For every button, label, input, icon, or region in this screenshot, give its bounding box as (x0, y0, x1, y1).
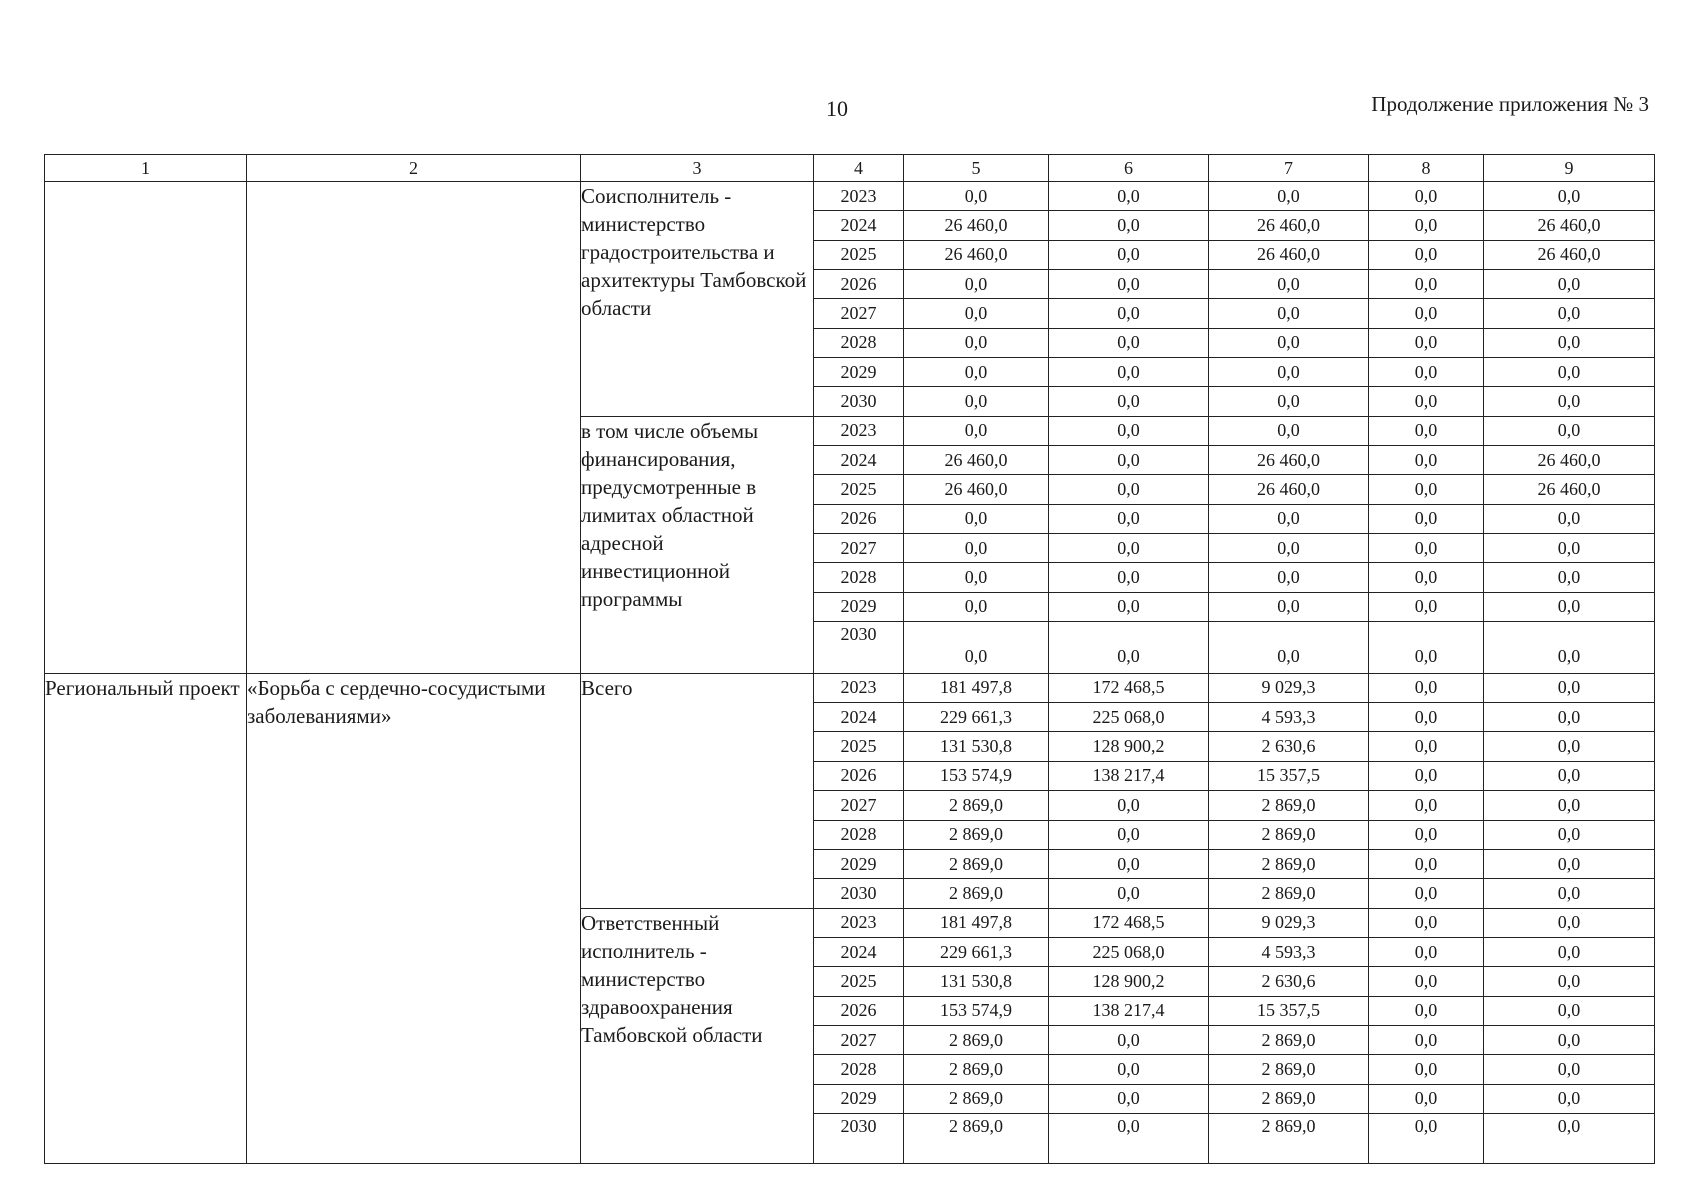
amount-cell: 0,0 (1049, 270, 1209, 299)
amount-cell: 0,0 (1049, 358, 1209, 387)
amount-cell: 181 497,8 (904, 908, 1049, 937)
program-name-cell (247, 182, 581, 674)
amount-cell: 0,0 (1049, 1025, 1209, 1054)
amount-cell: 0,0 (1049, 211, 1209, 240)
amount-cell: 0,0 (1484, 563, 1655, 592)
amount-cell: 0,0 (1369, 592, 1484, 621)
amount-cell: 0,0 (1484, 416, 1655, 445)
amount-cell: 0,0 (1369, 240, 1484, 269)
amount-cell: 0,0 (1049, 475, 1209, 504)
column-header: 4 (814, 155, 904, 182)
amount-cell: 0,0 (1484, 703, 1655, 732)
amount-cell: 0,0 (1369, 908, 1484, 937)
amount-cell: 0,0 (1049, 791, 1209, 820)
amount-cell: 2 869,0 (904, 1084, 1049, 1113)
year-cell: 2028 (814, 328, 904, 357)
year-cell: 2029 (814, 849, 904, 878)
column-number-row (45, 155, 1655, 182)
amount-cell: 0,0 (904, 358, 1049, 387)
amount-cell: 4 593,3 (1209, 937, 1369, 966)
amount-cell: 0,0 (1484, 849, 1655, 878)
amount-cell: 0,0 (1484, 534, 1655, 563)
amount-cell: 138 217,4 (1049, 761, 1209, 790)
amount-cell: 0,0 (1484, 270, 1655, 299)
amount-cell: 0,0 (1209, 358, 1369, 387)
amount-cell: 2 869,0 (1209, 1025, 1369, 1054)
amount-cell: 2 630,6 (1209, 732, 1369, 761)
amount-cell: 26 460,0 (1209, 240, 1369, 269)
funding-table (44, 154, 1655, 1164)
amount-cell: 26 460,0 (904, 211, 1049, 240)
amount-cell: 0,0 (1049, 328, 1209, 357)
amount-cell: 4 593,3 (1209, 703, 1369, 732)
amount-cell: 0,0 (1049, 299, 1209, 328)
year-cell: 2026 (814, 270, 904, 299)
amount-cell: 2 869,0 (1209, 1084, 1369, 1113)
column-header: 3 (581, 155, 814, 182)
amount-cell: 0,0 (1209, 563, 1369, 592)
amount-cell: 0,0 (1049, 622, 1209, 674)
amount-cell: 0,0 (1484, 358, 1655, 387)
amount-cell: 0,0 (1369, 358, 1484, 387)
amount-cell: 0,0 (1209, 592, 1369, 621)
amount-cell: 0,0 (1484, 328, 1655, 357)
year-cell: 2029 (814, 1084, 904, 1113)
amount-cell: 0,0 (1369, 211, 1484, 240)
amount-cell: 153 574,9 (904, 761, 1049, 790)
amount-cell: 153 574,9 (904, 996, 1049, 1025)
amount-cell: 2 869,0 (1209, 849, 1369, 878)
amount-cell: 0,0 (1484, 622, 1655, 674)
amount-cell: 26 460,0 (904, 475, 1049, 504)
column-header: 9 (1484, 155, 1655, 182)
amount-cell: 0,0 (1484, 1113, 1655, 1163)
amount-cell: 0,0 (1209, 299, 1369, 328)
amount-cell: 0,0 (1369, 475, 1484, 504)
amount-cell: 0,0 (1049, 849, 1209, 878)
amount-cell: 2 869,0 (904, 879, 1049, 908)
amount-cell: 0,0 (1484, 673, 1655, 702)
page-number: 10 (826, 96, 848, 121)
amount-cell: 0,0 (1049, 1084, 1209, 1113)
amount-cell: 128 900,2 (1049, 732, 1209, 761)
amount-cell: 0,0 (904, 592, 1049, 621)
table-row (45, 182, 1655, 211)
year-cell: 2024 (814, 446, 904, 475)
amount-cell: 0,0 (1369, 1025, 1484, 1054)
year-cell: 2023 (814, 182, 904, 211)
amount-cell: 0,0 (1049, 1113, 1209, 1163)
year-cell: 2026 (814, 996, 904, 1025)
column-header: 8 (1369, 155, 1484, 182)
amount-cell: 225 068,0 (1049, 937, 1209, 966)
year-cell: 2025 (814, 240, 904, 269)
amount-cell: 0,0 (1484, 820, 1655, 849)
amount-cell: 2 869,0 (904, 791, 1049, 820)
column-header: 7 (1209, 155, 1369, 182)
year-cell: 2030 (814, 1113, 904, 1163)
amount-cell: 0,0 (1209, 270, 1369, 299)
amount-cell: 15 357,5 (1209, 996, 1369, 1025)
amount-cell: 0,0 (1209, 622, 1369, 674)
year-cell: 2025 (814, 967, 904, 996)
amount-cell: 0,0 (1369, 622, 1484, 674)
amount-cell: 0,0 (904, 416, 1049, 445)
amount-cell: 0,0 (1369, 703, 1484, 732)
amount-cell: 2 630,6 (1209, 967, 1369, 996)
amount-cell: 0,0 (904, 504, 1049, 533)
amount-cell: 9 029,3 (1209, 908, 1369, 937)
amount-cell: 26 460,0 (1484, 446, 1655, 475)
amount-cell: 2 869,0 (904, 1113, 1049, 1163)
amount-cell: 0,0 (1369, 1084, 1484, 1113)
amount-cell: 0,0 (1049, 534, 1209, 563)
amount-cell: 0,0 (1369, 820, 1484, 849)
amount-cell: 0,0 (1209, 387, 1369, 416)
column-header: 5 (904, 155, 1049, 182)
amount-cell: 15 357,5 (1209, 761, 1369, 790)
year-cell: 2023 (814, 416, 904, 445)
year-cell: 2026 (814, 761, 904, 790)
amount-cell: 0,0 (1209, 328, 1369, 357)
column-header: 6 (1049, 155, 1209, 182)
amount-cell: 172 468,5 (1049, 908, 1209, 937)
amount-cell: 0,0 (1484, 1025, 1655, 1054)
amount-cell: 0,0 (1484, 732, 1655, 761)
amount-cell: 0,0 (1369, 937, 1484, 966)
amount-cell: 0,0 (904, 270, 1049, 299)
executor-cell: Соисполнитель - министерство градостроительства и архитектуры Тамбовской области (581, 182, 814, 417)
amount-cell: 0,0 (1369, 299, 1484, 328)
amount-cell: 0,0 (1049, 1055, 1209, 1084)
year-cell: 2025 (814, 475, 904, 504)
amount-cell: 0,0 (1049, 446, 1209, 475)
year-cell: 2027 (814, 1025, 904, 1054)
table-body (45, 182, 1655, 1164)
year-cell: 2027 (814, 299, 904, 328)
year-cell: 2025 (814, 732, 904, 761)
amount-cell: 2 869,0 (1209, 1055, 1369, 1084)
amount-cell: 26 460,0 (904, 240, 1049, 269)
appendix-continuation-note: Продолжение приложения № 3 (1371, 92, 1649, 116)
amount-cell: 0,0 (1209, 504, 1369, 533)
amount-cell: 0,0 (1049, 416, 1209, 445)
amount-cell: 2 869,0 (904, 1025, 1049, 1054)
year-cell: 2029 (814, 358, 904, 387)
amount-cell: 0,0 (1049, 182, 1209, 211)
amount-cell: 0,0 (1369, 1055, 1484, 1084)
amount-cell: 0,0 (1484, 937, 1655, 966)
amount-cell: 0,0 (1049, 592, 1209, 621)
year-cell: 2024 (814, 703, 904, 732)
year-cell: 2027 (814, 534, 904, 563)
amount-cell: 0,0 (1484, 791, 1655, 820)
amount-cell: 2 869,0 (1209, 791, 1369, 820)
column-header: 2 (247, 155, 581, 182)
amount-cell: 0,0 (1369, 761, 1484, 790)
table-row (45, 673, 1655, 702)
amount-cell: 26 460,0 (1484, 240, 1655, 269)
amount-cell: 0,0 (1369, 849, 1484, 878)
amount-cell: 0,0 (1209, 416, 1369, 445)
amount-cell: 0,0 (1209, 534, 1369, 563)
column-header: 1 (45, 155, 247, 182)
program-type-cell: Региональный проект (45, 673, 247, 1163)
year-cell: 2028 (814, 820, 904, 849)
amount-cell: 9 029,3 (1209, 673, 1369, 702)
program-name-cell: «Борьба с сердечно-сосудистыми заболеваниями» (247, 673, 581, 1163)
amount-cell: 2 869,0 (1209, 1113, 1369, 1163)
amount-cell: 2 869,0 (904, 820, 1049, 849)
year-cell: 2030 (814, 879, 904, 908)
amount-cell: 2 869,0 (1209, 879, 1369, 908)
amount-cell: 0,0 (1049, 820, 1209, 849)
year-cell: 2027 (814, 791, 904, 820)
amount-cell: 0,0 (904, 328, 1049, 357)
amount-cell: 26 460,0 (1209, 475, 1369, 504)
amount-cell: 0,0 (1369, 182, 1484, 211)
amount-cell: 0,0 (1049, 879, 1209, 908)
amount-cell: 0,0 (1049, 563, 1209, 592)
amount-cell: 0,0 (1369, 1113, 1484, 1163)
year-cell: 2028 (814, 1055, 904, 1084)
amount-cell: 229 661,3 (904, 703, 1049, 732)
amount-cell: 0,0 (1369, 416, 1484, 445)
amount-cell: 128 900,2 (1049, 967, 1209, 996)
amount-cell: 0,0 (1484, 879, 1655, 908)
amount-cell: 2 869,0 (1209, 820, 1369, 849)
amount-cell: 26 460,0 (1484, 475, 1655, 504)
amount-cell: 0,0 (904, 387, 1049, 416)
amount-cell: 0,0 (1484, 592, 1655, 621)
amount-cell: 0,0 (1369, 446, 1484, 475)
amount-cell: 2 869,0 (904, 849, 1049, 878)
amount-cell: 0,0 (904, 182, 1049, 211)
amount-cell: 0,0 (1369, 673, 1484, 702)
year-cell: 2030 (814, 387, 904, 416)
amount-cell: 131 530,8 (904, 967, 1049, 996)
amount-cell: 0,0 (1369, 328, 1484, 357)
amount-cell: 0,0 (904, 534, 1049, 563)
year-cell: 2029 (814, 592, 904, 621)
year-cell: 2023 (814, 908, 904, 937)
amount-cell: 181 497,8 (904, 673, 1049, 702)
amount-cell: 0,0 (1484, 387, 1655, 416)
amount-cell: 0,0 (1369, 791, 1484, 820)
amount-cell: 0,0 (1484, 299, 1655, 328)
year-cell: 2030 (814, 622, 904, 674)
year-cell: 2024 (814, 211, 904, 240)
amount-cell: 0,0 (1484, 1084, 1655, 1113)
year-cell: 2024 (814, 937, 904, 966)
amount-cell: 138 217,4 (1049, 996, 1209, 1025)
amount-cell: 26 460,0 (1484, 211, 1655, 240)
amount-cell: 229 661,3 (904, 937, 1049, 966)
amount-cell: 0,0 (1369, 996, 1484, 1025)
year-cell: 2026 (814, 504, 904, 533)
amount-cell: 26 460,0 (1209, 211, 1369, 240)
executor-cell: Всего (581, 673, 814, 908)
amount-cell: 172 468,5 (1049, 673, 1209, 702)
executor-cell: в том числе объемы финансирования, предусмотренные в лимитах областной адресной инвестиционной программы (581, 416, 814, 673)
amount-cell: 0,0 (1369, 563, 1484, 592)
amount-cell: 0,0 (904, 622, 1049, 674)
program-type-cell (45, 182, 247, 674)
amount-cell: 0,0 (1369, 879, 1484, 908)
year-cell: 2023 (814, 673, 904, 702)
amount-cell: 0,0 (1369, 534, 1484, 563)
amount-cell: 0,0 (1484, 1055, 1655, 1084)
amount-cell: 225 068,0 (1049, 703, 1209, 732)
amount-cell: 0,0 (1369, 270, 1484, 299)
amount-cell: 0,0 (1369, 387, 1484, 416)
amount-cell: 131 530,8 (904, 732, 1049, 761)
year-cell: 2028 (814, 563, 904, 592)
amount-cell: 0,0 (1484, 996, 1655, 1025)
amount-cell: 0,0 (1484, 761, 1655, 790)
executor-cell: Ответственный исполнитель - министерство здравоохранения Тамбовской области (581, 908, 814, 1163)
amount-cell: 0,0 (1049, 387, 1209, 416)
amount-cell: 0,0 (1484, 967, 1655, 996)
amount-cell: 0,0 (1049, 504, 1209, 533)
amount-cell: 0,0 (1369, 504, 1484, 533)
amount-cell: 26 460,0 (1209, 446, 1369, 475)
amount-cell: 0,0 (904, 299, 1049, 328)
amount-cell: 26 460,0 (904, 446, 1049, 475)
amount-cell: 0,0 (1484, 182, 1655, 211)
amount-cell: 2 869,0 (904, 1055, 1049, 1084)
amount-cell: 0,0 (1369, 967, 1484, 996)
amount-cell: 0,0 (1484, 908, 1655, 937)
amount-cell: 0,0 (1369, 732, 1484, 761)
amount-cell: 0,0 (904, 563, 1049, 592)
amount-cell: 0,0 (1049, 240, 1209, 269)
amount-cell: 0,0 (1209, 182, 1369, 211)
amount-cell: 0,0 (1484, 504, 1655, 533)
